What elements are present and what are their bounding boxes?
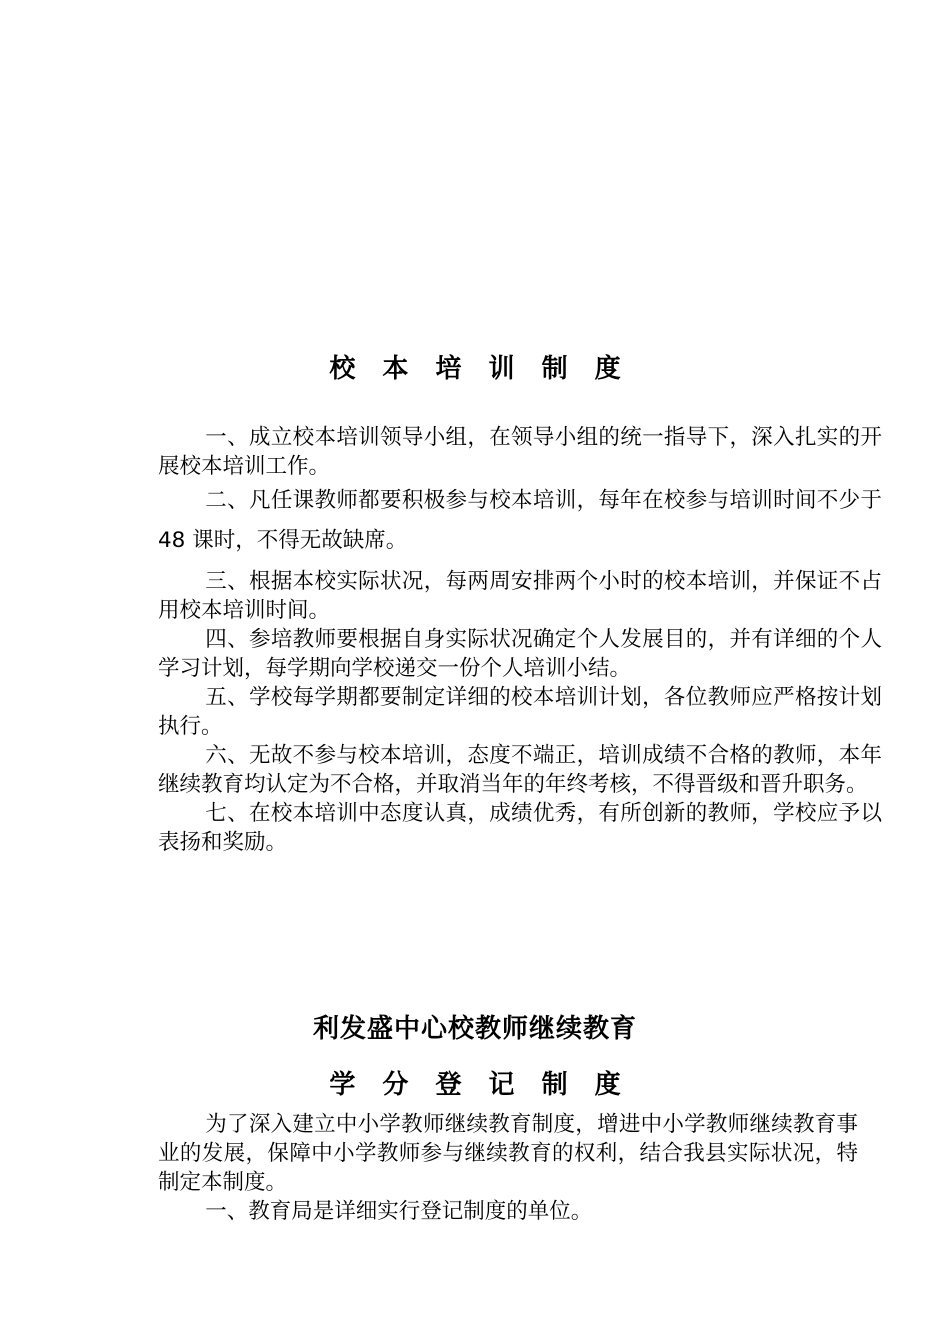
- section2-title-line1: 利发盛中心校教师继续教育: [312, 1014, 637, 1044]
- section2-paragraph-2: 一、教育局是详细实行登记制度的单位。: [205, 1199, 593, 1224]
- section2-paragraph-1: 为了深入建立中小学教师继续教育制度，增进中小学教师继续教育事业的发展，保障中小学教师参与继续教育的权利，结合我县实际状况，特制定本制度。: [158, 1112, 858, 1195]
- section1-paragraph-6: 六、无故不参与校本培训，态度不端正，培训成绩不合格的教师，本年继续教育均认定为不合格，并取消当年的年终考核，不得晋级和晋升职务。: [158, 743, 882, 797]
- section1-body: [158, 423, 882, 857]
- section1-paragraph-4: 四、参培教师要根据自身实际状况确定个人发展目的，并有详细的个人学习计划，每学期向学校递交一份个人培训小结。: [158, 627, 882, 681]
- section1-paragraph-1: 一、成立校本培训领导小组，在领导小组的统一指导下，深入扎实的开展校本培训工作。: [158, 425, 882, 479]
- section2-title-line2: 学 分 登 记 制 度: [329, 1070, 630, 1100]
- section1-paragraph-2: 二、凡任课教师都要积极参与校本培训，每年在校参与培训时间不少于 48 课时，不得无故缺席。: [158, 488, 882, 553]
- section1-title: 校 本 培 训 制 度: [329, 354, 630, 384]
- section1-paragraph-5: 五、学校每学期都要制定详细的校本培训计划，各位教师应严格按计划执行。: [158, 685, 882, 739]
- section2-body: [158, 1110, 858, 1226]
- section1-paragraph-7: 七、在校本培训中态度认真，成绩优秀，有所创新的教师，学校应予以表扬和奖励。: [158, 801, 882, 855]
- section1-paragraph-3: 三、根据本校实际状况，每两周安排两个小时的校本培训，并保证不占用校本培训时间。: [158, 569, 882, 623]
